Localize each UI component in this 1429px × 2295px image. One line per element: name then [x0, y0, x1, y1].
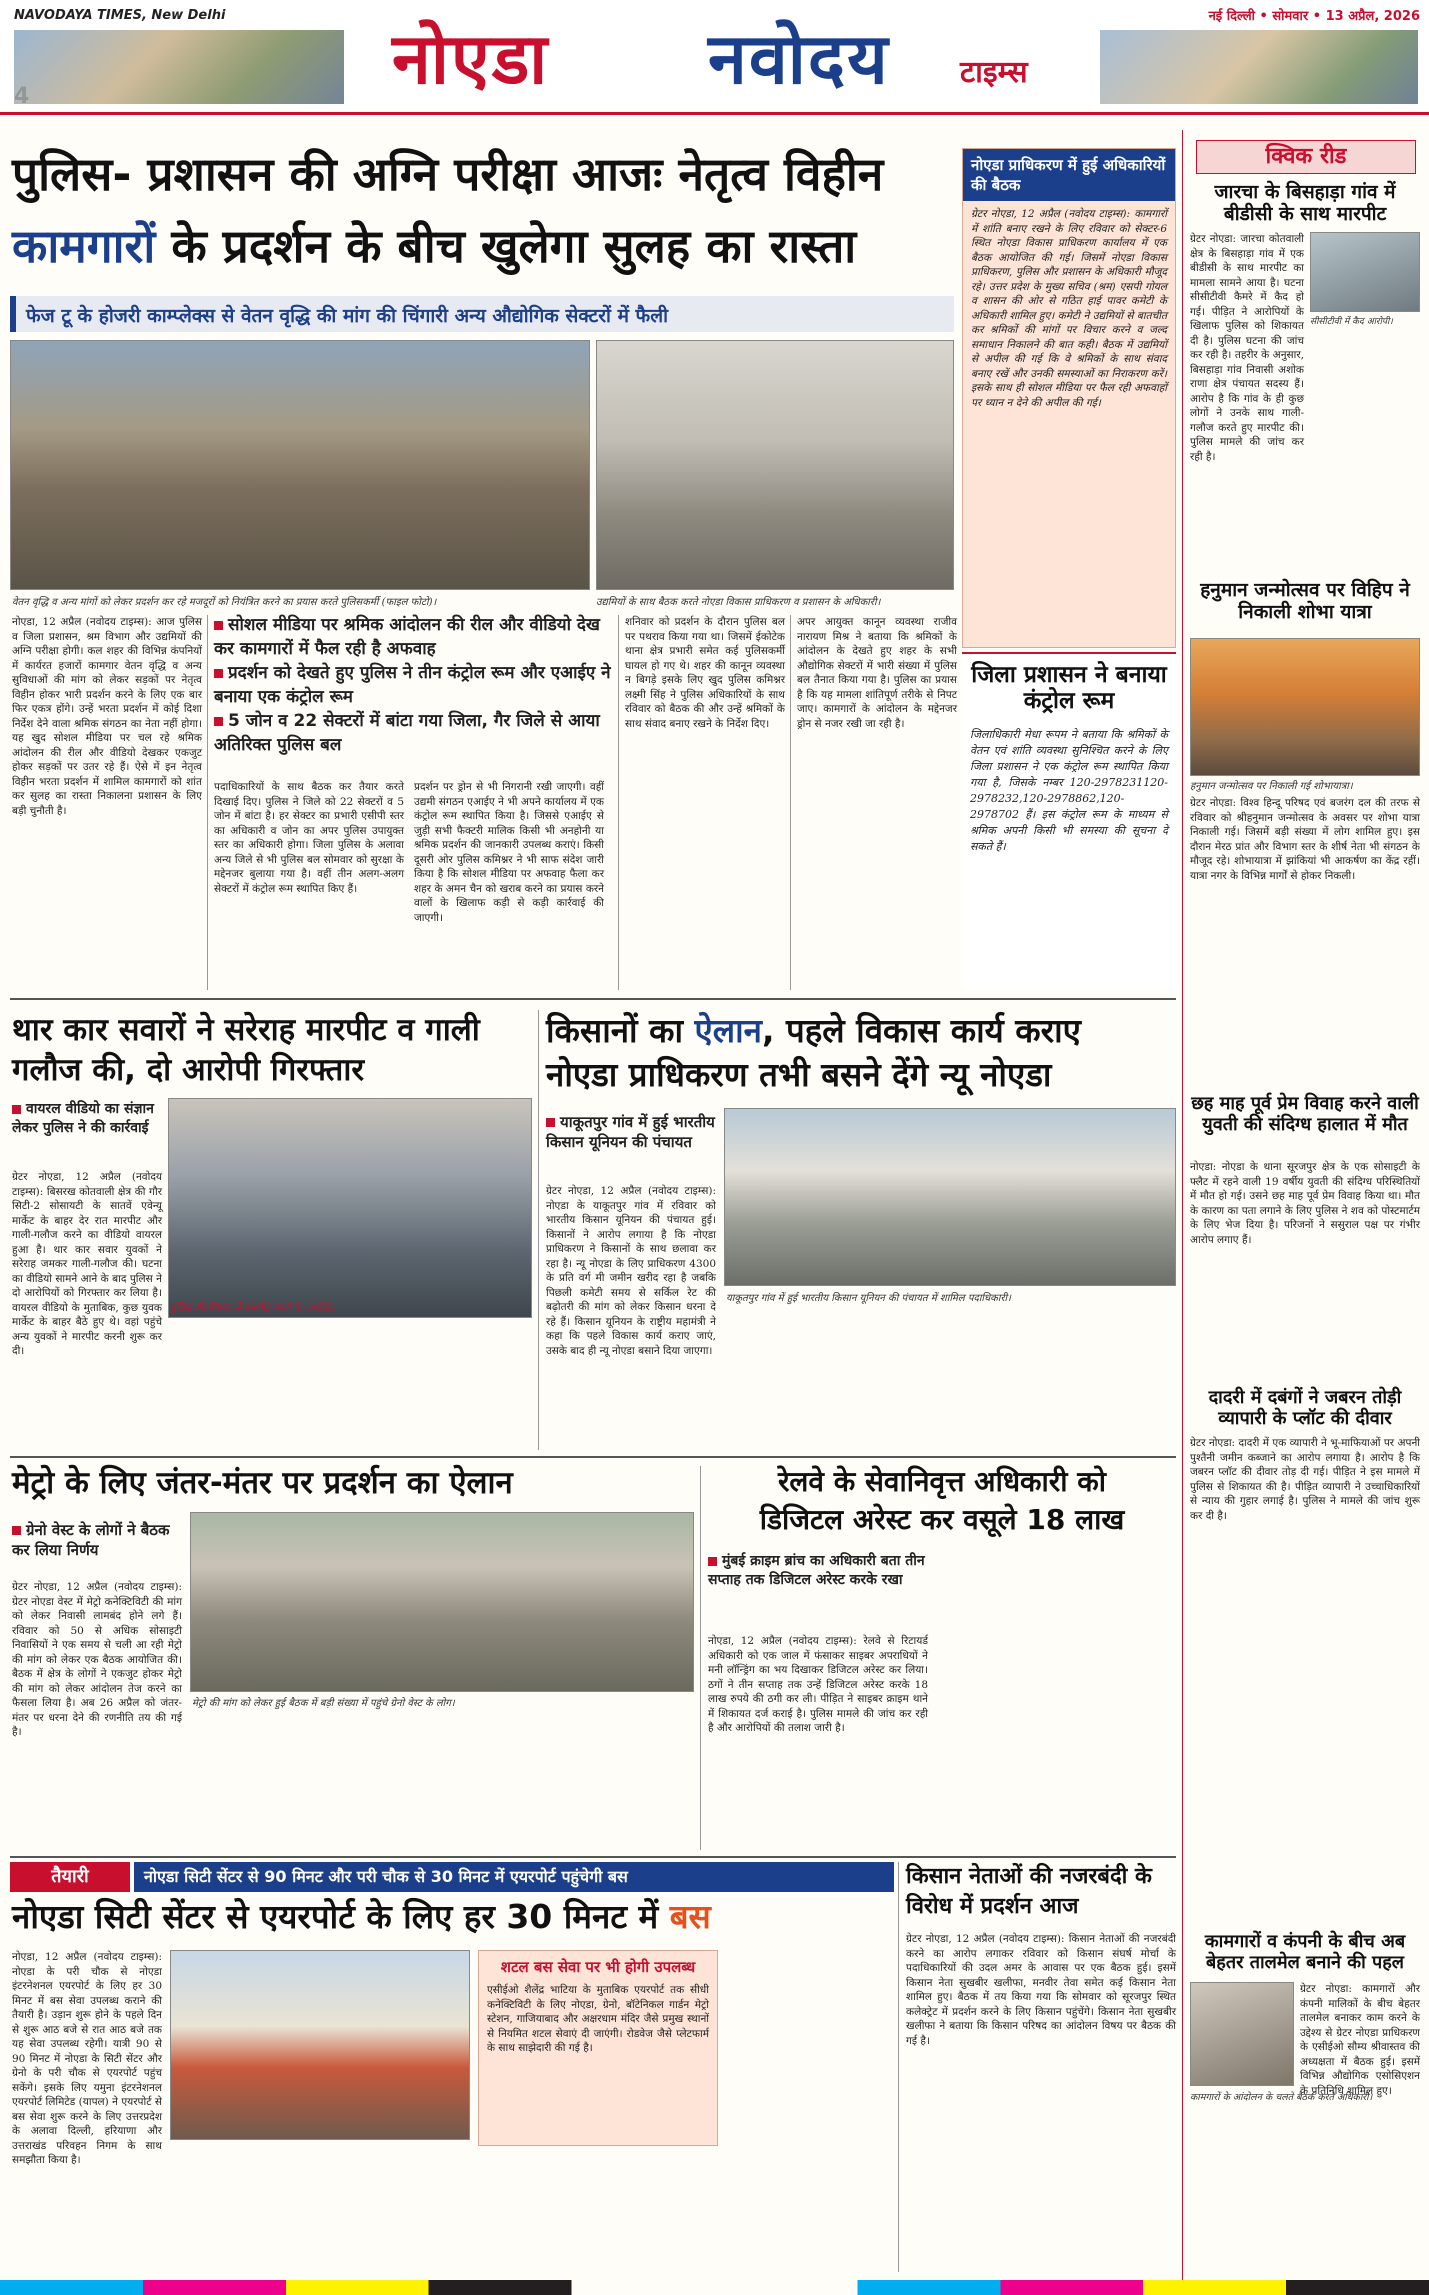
control-room-text: जिलाधिकारी मेधा रूपम ने बताया कि श्रमिकों के वेतन एवं शांति व्यवस्था सुनिश्चित करने के लिए जिला प्रशासन ने एक कंट्रोल रूम स्थापित किया गया है, जिसके नम्बर 120-2978231120-2978232,120-2978862,120-2978702 हैं। इस कंट्रोल रूम के माध्यम से श्रमिक अपनी किसी भी समस्या की सूचना दे सकते हैं।: [970, 727, 1168, 853]
lead-column-3: प्रदर्शन पर ड्रोन से भी निगरानी रखी जाएगी। वहीं उद्यमी संगठन एआईए ने भी अपने कार्यालय में एक कंट्रोल रूम स्थापित किया है। जिससे एआईए से जुड़ी सभी फैक्टरी मालिक किसी भी अनहोनी या श्रमिक प्रदर्शन की जानकारी उपलब्ध कराएं। किसी दूसरी ओर पुलिस कमिश्नर ने भी साफ संदेश जारी किया है कि सोशल मीडिया पर अफवाह फैला कर शहर के अमन चैन को खराब करने का प्रयास करने वालों के खिलाफ कड़ी से कड़ी कार्रवाई की जाएगी।: [414, 781, 604, 924]
control-room-box: [962, 652, 1176, 990]
quick-read-1-headline: जारचा के बिसहाड़ा गांव में बीडीसी के साथ मारपीट: [1214, 181, 1396, 225]
metro-text-col1: ग्रेटर नोएडा, 12 अप्रैल (नवोदय टाइम्स): ग्रेटर नोएडा वेस्ट में मेट्रो कनेक्टिविटी की मांग को लेकर निवासी लामबंद होने लगे हैं। रविवार को 50 से अधिक सोसाइटी निवासियों ने एक समय से चली आ रही मेट्रो की मांग को लेकर एक बैठक आयोजित की। बैठक में क्षेत्र के लोगों ने एकजुट होकर मेट्रो की मांग को लेकर आंदोलन तेज करने का फैसला लिया है। अब 26 अप्रैल को जंतर-मंतर पर धरना देने की रणनीति तय की गई है।: [12, 1581, 182, 1738]
quick-read-1-photo: [1310, 232, 1420, 312]
registration-bar: [0, 2280, 1429, 2295]
bus-box: [478, 1950, 718, 2146]
lead-caption-left: वेतन वृद्धि व अन्य मांगों को लेकर प्रदर्शन कर रहे मजदूरों को नियंत्रित करने का प्रयास करते पुलिसकर्मी (फाइल फोटो)।: [12, 597, 437, 608]
lead-caption-right: उद्यमियों के साथ बैठक करते नोएडा विकास प्राधिकरण व प्रशासन के अधिकारी।: [596, 597, 881, 608]
railway-headline-line2: डिजिटल अरेस्ट कर वसूले 18 लाख: [759, 1503, 1125, 1536]
masthead-photo-left: [14, 30, 344, 104]
quick-read-5-headline: कामगारों व कंपनी के बीच अब बेहतर तालमेल बनाने की पहल: [1204, 1931, 1406, 1973]
quick-read-1-caption: सीसीटीवी में कैद आरोपी।: [1310, 317, 1393, 327]
railway-headline-line1: रेलवे के सेवानिवृत्त अधिकारी को: [777, 1465, 1107, 1498]
lead-bullets: [214, 613, 614, 755]
section-rule-2: [10, 1456, 1176, 1458]
lead-column-4: शनिवार को प्रदर्शन के दौरान पुलिस बल पर पथराव किया गया था। जिसमें ईकोटेक थाना क्षेत्र प्रभारी समेत कई पुलिसकर्मी घायल हो गए थे। शहर की कानून व्यवस्था न बिगड़े इसके लिए खुद पुलिस कमिश्नर लक्ष्मी सिंह ने पुलिस अधिकारियों के साथ रविवार को बैठक की और उन्हें श्रमिकों के साथ संवाद बनाए रखने के निर्देश दिए।: [625, 616, 785, 730]
quick-read-rule: [1182, 130, 1183, 2280]
railway-text-col2: [936, 1552, 1176, 1848]
thar-photo: [168, 1098, 532, 1318]
lead-headline-highlight: कामगारों: [12, 219, 156, 273]
lead-rule-3: [790, 615, 791, 990]
bus-box-title: शटल बस सेवा पर भी होगी उपलब्ध: [500, 1958, 696, 1976]
title-noida: नोएडा: [392, 18, 550, 100]
kisan-photo: [724, 1108, 1176, 1286]
kisan-subheadline: याकूतपुर गांव में हुई भारतीय किसान यूनियन की पंचायत: [546, 1113, 715, 1151]
quick-read-5-photo: [1190, 1982, 1294, 2086]
dateline: नई दिल्ली • सोमवार • 13 अप्रैल, 2026: [1208, 9, 1420, 24]
lead-rule-2: [618, 615, 619, 990]
section-rule-1: [10, 998, 1176, 1000]
thar-subheadline: वायरल वीडियो का संज्ञान लेकर पुलिस ने की कार्रवाई: [12, 1101, 154, 1136]
kisan-caption: याकूतपुर गांव में हुई भारतीय किसान यूनियन की पंचायत में शामिल पदाधिकारी।: [726, 1293, 1011, 1304]
control-room-title: जिला प्रशासन ने बनाया कंट्रोल रूम: [971, 662, 1167, 715]
metro-text-col2: [190, 1712, 694, 1848]
bus-text-col1: नोएडा, 12 अप्रैल (नवोदय टाइम्स): नोएडा के परी चौक से नोएडा इंटरनेशनल एयरपोर्ट के लिए हर 30 मिनट में बस सेवा उपलब्ध कराने की तैयारी है। उड़ान शुरू होने के पहले दिन से शुरू आठ बजे से रात आठ बजे तक यह सेवा उपलब्ध रहेगी। यात्री 90 से 90 मिनट में नोएडा के सिटी सेंटर और ग्रेनो के परी चौक से एयरपोर्ट पहुंच सकेंगे। इसके लिए यमुना इंटरनेशनल एयरपोर्ट लिमिटेड (यापल) ने एयरपोर्ट से बस सेवा शुरू करने के लिए उत्तरप्रदेश के अलावा दिल्ली, हरियाणा और उत्तराखंड परिवहन निगम के साथ समझौता किया है।: [12, 1951, 162, 2166]
officials-box-title: नोएडा प्राधिकरण में हुई अधिकारियों की बैठक: [963, 149, 1175, 201]
thar-text-col2: [168, 1325, 532, 1448]
metro-rule: [700, 1466, 701, 1850]
farmer-leaders-text: ग्रेटर नोएडा, 12 अप्रैल (नवोदय टाइम्स): किसान नेताओं की नजरबंदी करने का आरोप लगाकर रविवार को किसान संघर्ष मोर्चा के पदाधिकारियों की उदल अमर के आवास पर एक बैठक हुई। इसमें किसान नेता सुखबीर खलीफा, मनवीर तेवा समेत कई किसान नेता शामिल हुए। बैठक में तय किया गया कि सोमवार को सूरजपुर स्थित कलेक्ट्रेट में प्रदर्शन करने के लिए किसान पहुंचेंगे। किसान नेता सुखबीर खलीफा ने बताया कि किसान परिषद का आंदोलन विषय पर बैठक की गई है।: [906, 1933, 1176, 2047]
bus-photo: [170, 1950, 470, 2140]
kisan-headline-highlight: ऐलान: [694, 1011, 762, 1050]
kisan-headline-line1: किसानों का ऐलान, पहले विकास कार्य कराए: [546, 1011, 1081, 1050]
kisan-text-col2: [724, 1306, 1176, 1448]
lead-column-1: नोएडा, 12 अप्रैल (नवोदय टाइम्स): आज पुलिस व जिला प्रशासन, श्रम विभाग और उद्यमियों की अग्नि परीक्षा होगी। कल शहर की विभिन्न कंपनियों में कार्यरत हजारों कामगार वेतन वृद्धि व अन्य सुविधाओं की मांग को लेकर सड़कों पर नेतृत्व विहीन होकर भारी प्रदर्शन करने के लिए एक बार फिर एकत्र होंगे। उन्हें भरता प्रदर्शन में कोई दिशा निर्देश देने वाला श्रमिक संगठन का नेता नहीं होगा। यह खुद सोशल मीडिया पर चल रहे श्रमिक आंदोलन की रील और वीडियो देखकर एकजुट होकर सड़कों पर उतर रहे हैं। ऐसे में इन नेतृत्व विहीन भरता प्रदर्शन में शामिल कामगारों को शांत कर सुलह का रास्ता निकालना प्रशासन के लिए बड़ी चुनौती है।: [12, 616, 202, 817]
lead-subheadline: फेज टू के होजरी काम्प्लेक्स से वेतन वृद्धि की मांग की चिंगारी अन्य औद्योगिक सेक्टरों में फैली: [26, 305, 668, 327]
metro-photo: [190, 1512, 694, 1692]
bus-tag: तैयारी: [10, 1862, 130, 1892]
railway-text: नोएडा, 12 अप्रैल (नवोदय टाइम्स): रेलवे से रिटायर्ड अधिकारी को एक जाल में फंसाकर साइबर अपराधियों ने मनी लॉन्ड्रिंग का भय दिखाकर डिजिटल अरेस्ट कर लिया। ठगों ने तीन सप्ताह तक उन्हें डिजिटल अरेस्ट करके 18 लाख रुपये की ठगी कर ली। पीड़ित ने साइबर क्राइम थाने में शिकायत दर्ज कराई है। पुलिस मामले की जांच कर रही है और आरोपियों की तलाश जारी है।: [708, 1635, 928, 1734]
quick-read-3-headline: छह माह पूर्व प्रेम विवाह करने वाली युवती की संदिग्ध हालात में मौत: [1191, 1093, 1419, 1135]
bus-headline: नोएडा सिटी सेंटर से एयरपोर्ट के लिए हर 30 मिनट में बस: [12, 1897, 711, 1936]
quick-read-5-text: ग्रेटर नोएडा: कामगारों और कंपनी मालिकों के बीच बेहतर तालमेल बनाकर काम करने के उद्देश्य से ग्रेटर नोएडा प्राधिकरण के एसीईओ सौम्य श्रीवास्तव की अध्यक्षता में बैठक हुई। इसमें विभिन्न औद्योगिक एसोसिएशन के प्रतिनिधि शामिल हुए।: [1300, 1983, 1420, 2097]
bus-text-col3: [478, 2152, 890, 2270]
quick-read-5-caption: कामगारों के आंदोलन के चलते बैठक करते अधिकारी।: [1190, 2092, 1373, 2103]
kisan-headline-line2: नोएडा प्राधिकरण तभी बसने देंगे न्यू नोएडा: [546, 1055, 1052, 1094]
lead-headline-line2: [12, 220, 962, 273]
quick-read-2-headline: हनुमान जन्मोत्सव पर विहिप ने निकाली शोभा यात्रा: [1200, 579, 1410, 623]
metro-headline: मेट्रो के लिए जंतर-मंतर पर प्रदर्शन का ऐलान: [12, 1465, 513, 1501]
quick-read-2-caption: हनुमान जन्मोत्सव पर निकाली गई शोभायात्रा।: [1190, 781, 1353, 792]
lead-bullet-1: सोशल मीडिया पर श्रमिक आंदोलन की रील और वीडियो देख कर कामगारों में फैल रही है अफवाह: [214, 615, 600, 659]
lead-column-2: पदाधिकारियों के साथ बैठक कर तैयार करते दिखाई दिए। पुलिस ने जिले को 22 सेक्टरों व 5 जोन में बांटा है। हर सेक्टर का प्रभारी एसीपी स्तर का अधिकारी व जोन का अपर पुलिस उपायुक्त स्तर का अधिकारी होगा। जिला पुलिस के अलावा अन्य जिले से भी पुलिस बल सोमवार को सुरक्षा के मद्देनजर बुलाया गया है। वहीं तीन अलग-अलग सेक्टरों में कंट्रोल रूम स्थापित किए हैं।: [214, 781, 404, 895]
bus-banner: नोएडा सिटी सेंटर से 90 मिनट और परी चौक से 30 मिनट में एयरपोर्ट पहुंचेगी बस: [134, 1862, 894, 1892]
lead-photo-protest: [10, 340, 590, 590]
lead-column-5: अपर आयुक्त कानून व्यवस्था राजीव नारायण मिश्र ने बताया कि श्रमिकों के आंदोलन के देखते हुए शहर के सभी औद्योगिक सेक्टरों में भारी संख्या में पुलिस बल तैनात किया गया है। पुलिस का प्रयास है कि यह मामला शांतिपूर्ण तरीके से निपट जाए। कामगारों के आंदोलन के मद्देनजर ड्रोन से नजर रखी जा रही है।: [797, 616, 957, 730]
masthead-photo-right: [1100, 30, 1418, 104]
metro-subheadline: ग्रेनो वेस्ट के लोगों ने बैठक कर लिया निर्णय: [12, 1521, 170, 1559]
lead-headline-rest: के प्रदर्शन के बीच खुलेगा सुलह का रास्ता: [171, 219, 857, 273]
bus-headline-highlight: बस: [669, 1897, 711, 1936]
bus-rule: [898, 1862, 899, 2272]
officials-box: [962, 148, 1176, 648]
title-navodaya: नवोदय: [708, 18, 890, 100]
quick-read-4-text: ग्रेटर नोएडा: दादरी में एक व्यापारी ने भू-माफियाओं पर अपनी पुश्तैनी जमीन कब्जाने का आरोप लगाया है। आरोप है कि जबरन प्लॉट की दीवार तोड़ दी गई। पीड़ित ने इस मामले में पुलिस से शिकायत की है। पीड़ित व्यापारी ने उच्चाधिकारियों से न्याय की गुहार लगाई है। पुलिस ने मामले की जांच शुरू कर दी है।: [1190, 1437, 1420, 1522]
bus-text-col2: [170, 2146, 470, 2270]
title-times: टाइम्स: [960, 55, 1028, 90]
thar-headline: थार कार सवारों ने सरेराह मारपीट व गाली गलौज की, दो आरोपी गिरफ्तार: [12, 1012, 480, 1088]
masthead-rule: [0, 112, 1429, 115]
lead-subheadline-bar: [10, 296, 954, 332]
lead-bullet-2: प्रदर्शन को देखते हुए पुलिस ने तीन कंट्रोल रूम और एआईए ने बनाया एक कंट्रोल रूम: [214, 663, 611, 707]
quick-read-1-text: ग्रेटर नोएडा: जारचा कोतवाली क्षेत्र के बिसहाड़ा गांव में एक बीडीसी के साथ मारपीट का मामला सामने आया है। घटना सीसीटीवी कैमरे में कैद हो गई। पीड़ित ने आरोपियों के खिलाफ पुलिस को शिकायत दी है। पुलिस घटना की जांच कर रही है। तहरीर के अनुसार, बिसहाड़ा गांव निवासी अशोक राणा क्षेत्र पंचायत सदस्य हैं। आरोप है कि गांव के ही कुछ लोगों ने उनके साथ गाली-गलौज करते हुए मारपीट की। पुलिस मामले की जांच कर रही है।: [1190, 233, 1304, 463]
section-rule-3: [10, 1856, 1176, 1858]
officials-box-text: ग्रेटर नोएडा, 12 अप्रैल (नवोदय टाइम्स): कामगारों में शांति बनाए रखने के लिए रविवार को सेक्टर-6 स्थित नोएडा विकास प्राधिकरण कार्यालय में एक बैठक आयोजित की गई। जिसमें नोएडा विकास प्राधिकरण, पुलिस और प्रशासन के अधिकारी मौजूद रहे। उत्तर प्रदेश के मुख्य सचिव (श्रम) एसपी गोयल व शासन की ओर से गठित हाई पावर कमेटी के अधिकारी शामिल हुए। कमेटी ने उद्यमियों से बातचीत कर श्रमिकों की मांगों पर विचार करने व जल्द समाधान निकालने की बात कही। बैठक में उद्यमियों से अपील की गई कि वे श्रमिकों के साथ संवाद बनाए रखें और उनकी समस्याओं का निराकरण करें। इसके साथ ही सोशल मीडिया पर फैल रही अफवाहों पर ध्यान न देने की अपील की गई।: [971, 208, 1167, 409]
lead-photo-meeting: [596, 340, 954, 590]
masthead: [0, 0, 1429, 110]
metro-caption: मेट्रो की मांग को लेकर हुई बैठक में बड़ी संख्या में पहुंचे ग्रेनो वेस्ट के लोग।: [192, 1698, 455, 1709]
quick-read-4-headline: दादरी में दबंगों ने जबरन तोड़ी व्यापारी के प्लॉट की दीवार: [1208, 1387, 1402, 1429]
paper-name: NAVODAYA TIMES, New Delhi: [14, 8, 226, 23]
thar-rule: [538, 1010, 539, 1450]
quick-read-2-photo: [1190, 638, 1420, 776]
quick-read-label: क्विक रीड: [1196, 140, 1416, 174]
thar-caption: पुलिस की गिरफ्त में मारपीट करने के आरोपी।: [170, 1303, 334, 1314]
thar-text-col1: ग्रेटर नोएडा, 12 अप्रैल (नवोदय टाइम्स): बिसरख कोतवाली क्षेत्र की गौर सिटी-2 सोसायटी के सातवें एवेन्यू मार्केट के बाहर देर रात मारपीट और गाली-गलौज करने का वीडियो वायरल हुआ है। थार कार सवार युवकों ने सरेराह जमकर गाली-गलौज की। घटना का वीडियो सामने आने के बाद पुलिस ने दो आरोपियों को गिरफ्तार कर लिया है। वायरल वीडियो के मुताबिक, कुछ युवक मार्केट के बाहर बैठे हुए थे। वहां पहुंचे अन्य युवकों ने मारपीट करनी शुरू कर दी।: [12, 1171, 162, 1357]
quick-read-3-text: नोएडा: नोएडा के थाना सूरजपुर क्षेत्र के एक सोसाइटी के फ्लैट में रहने वाली 19 वर्षीय युवती की संदिग्ध परिस्थितियों में मौत हो गई। उसने छह माह पूर्व प्रेम विवाह किया था। मौत के कारण का पता लगाने के लिए पुलिस ने शव को पोस्टमार्टम के लिए भेज दिया है। परिजनों ने ससुराल पक्ष पर गंभीर आरोप लगाए हैं।: [1190, 1161, 1420, 1246]
railway-subheadline: मुंबई क्राइम ब्रांच का अधिकारी बता तीन सप्ताह तक डिजिटल अरेस्ट करके रखा: [708, 1553, 925, 1588]
lead-rule-1: [207, 615, 208, 990]
kisan-text-col1: ग्रेटर नोएडा, 12 अप्रैल (नवोदय टाइम्स): नोएडा के याकूतपुर गांव में रविवार को भारतीय किसान यूनियन की पंचायत हुई। किसानों ने आरोप लगाया है कि नोएडा प्राधिकरण ने किसानों के साथ छलावा कर रहा है। न्यू नोएडा के लिए प्राधिकरण 4300 के प्रति वर्ग मी जमीन खरीद रहा है जबकि पिछली कमेटी समय से सर्किल रेट की बढ़ोतरी की मांग को लेकर किसान धरना दे रहे हैं। किसान यूनियन के राष्ट्रीय महामंत्री ने कहा कि पहले विकास कार्य कराए जाएं, उसके बाद ही न्यू नोएडा बसाने दिया जाएगा।: [546, 1185, 716, 1357]
bus-box-text: एसीईओ शैलेंद्र भाटिया के मुताबिक एयरपोर्ट तक सीधी कनेक्टिविटी के लिए नोएडा, ग्रेनो, बॉटेनिकल गार्डन मेट्रो स्टेशन, गाजियाबाद और अक्षरधाम मंदिर जैसे प्रमुख स्थानों से नियमित शटल सेवाएं दी जाएंगी। रोडवेज जैसे प्लेटफार्म के साथ साझेदारी की गई है।: [487, 1984, 709, 2054]
quick-read-2-text: ग्रेटर नोएडा: विश्व हिन्दू परिषद एवं बजरंग दल की तरफ से रविवार को श्रीहनुमान जन्मोत्सव के अवसर पर शोभा यात्रा निकाली गई। जिसमें बड़ी संख्या में लोग शामिल हुए। इस दौरान मेरठ प्रांत और विभाग स्तर के शीर्ष नेता भी संगठन के मौजूद रहे। शोभायात्रा में झांकियां भी आकर्षण का केंद्र रहीं। यात्रा नगर के विभिन्न मार्गों से होकर निकली।: [1190, 797, 1420, 882]
lead-headline-line1: पुलिस- प्रशासन की अग्नि परीक्षा आजः नेतृत्व विहीन: [12, 147, 884, 201]
lead-bullet-3: 5 जोन व 22 सेक्टरों में बांटा गया जिला, गैर जिले से आया अतिरिक्त पुलिस बल: [214, 711, 600, 755]
quick-read-5-text-cont: [1190, 2106, 1420, 2266]
farmer-leaders-headline: किसान नेताओं की नजरबंदी के विरोध में प्रदर्शन आज: [906, 1864, 1152, 1919]
